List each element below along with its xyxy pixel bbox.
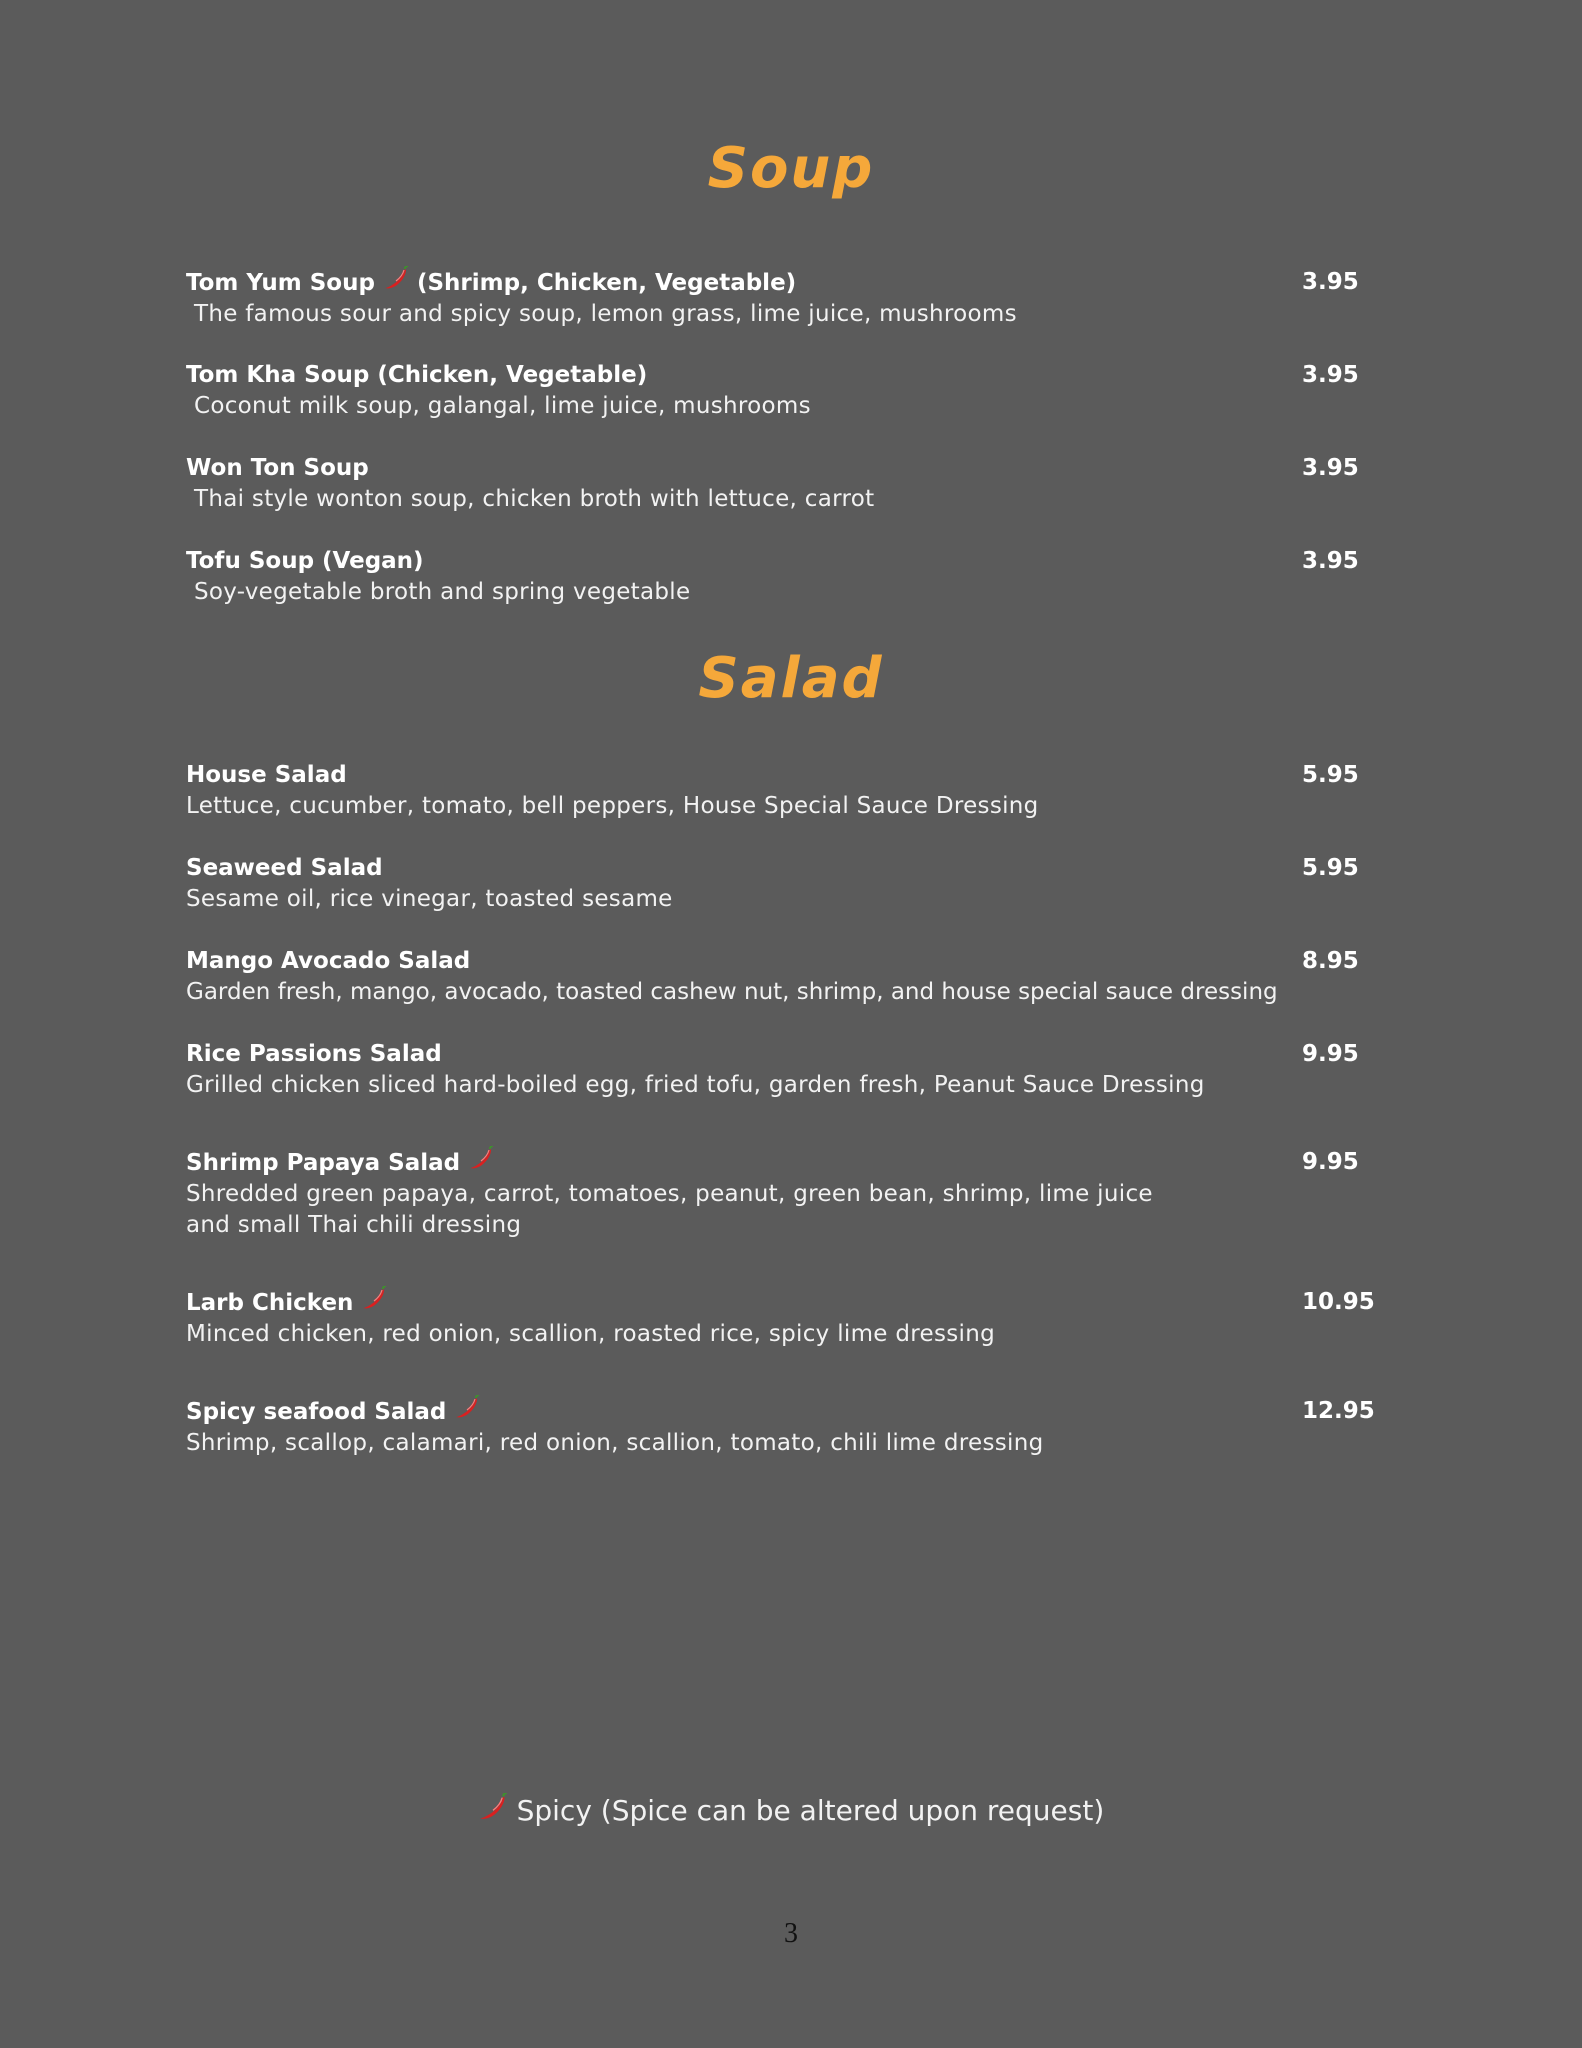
item-description: Shredded green papaya, carrot, tomatoes, peanut, green bean, shrimp, lime juice [186,1181,1153,1207]
menu-item [186,266,1386,330]
item-description: Sesame oil, rice vinegar, toasted sesame [186,886,673,912]
item-description: Garden fresh, mango, avocado, toasted cashew nut, shrimp, and house special sauce dressing [186,979,1278,1005]
item-description: Thai style wonton soup, chicken broth with lettuce, carrot [194,486,875,512]
item-description: The famous sour and spicy soup, lemon grass, lime juice, mushrooms [194,301,1017,327]
item-name: Seaweed Salad [186,855,383,881]
menu-item [186,545,1386,608]
item-description: Coconut milk soup, galangal, lime juice, mushrooms [194,393,811,419]
menu-item [186,1286,1386,1350]
item-description: Soy-vegetable broth and spring vegetable [194,579,691,605]
menu-item [186,1395,1386,1459]
item-name: Shrimp Papaya Salad [186,1150,461,1176]
chili-icon [454,1395,480,1421]
item-name: Tom Kha Soup (Chicken, Vegetable) [186,362,648,388]
item-name: Larb Chicken [186,1290,354,1316]
item-price: 3.95 [1302,455,1359,481]
item-price: 8.95 [1302,948,1359,974]
item-price: 5.95 [1302,855,1359,881]
item-price: 3.95 [1302,362,1359,388]
item-name: Tom Yum Soup [186,270,375,296]
item-price: 3.95 [1302,269,1359,295]
item-price: 3.95 [1302,548,1359,574]
section-title-soup: Soup [707,136,875,201]
chili-icon [468,1146,494,1172]
menu-item [186,759,1386,822]
menu-item [186,1146,1386,1241]
menu-item [186,1038,1386,1101]
item-name-row [186,1395,1386,1428]
item-name: Spicy seafood Salad [186,1399,447,1425]
chili-icon [361,1286,387,1312]
item-name: Rice Passions Salad [186,1041,442,1067]
page-number: 3 [784,1918,798,1949]
item-name-row [186,266,1386,299]
menu-item [186,359,1386,422]
item-description: Lettuce, cucumber, tomato, bell peppers, House Special Sauce Dressing [186,793,1039,819]
item-name: House Salad [186,762,347,788]
section-title-salad: Salad [698,646,884,711]
item-price: 5.95 [1302,762,1359,788]
item-price: 9.95 [1302,1149,1359,1175]
item-name-suffix: (Shrimp, Chicken, Vegetable) [416,270,797,296]
item-description: Minced chicken, red onion, scallion, roasted rice, spicy lime dressing [186,1321,995,1347]
menu-item [186,452,1386,515]
item-name: Mango Avocado Salad [186,948,471,974]
item-price: 9.95 [1302,1041,1359,1067]
menu-item [186,852,1386,915]
item-name-row [186,1286,1386,1319]
chili-icon [478,1793,508,1823]
item-price: 12.95 [1302,1398,1375,1424]
item-price: 10.95 [1302,1289,1375,1315]
item-name: Tofu Soup (Vegan) [186,548,424,574]
item-name: Won Ton Soup [186,455,369,481]
menu-item [186,945,1386,1008]
item-description-line2: and small Thai chili dressing [186,1212,522,1238]
item-name-row [186,1146,1386,1179]
spicy-legend [0,1791,1582,1831]
spicy-legend-text: Spicy (Spice can be altered upon request) [516,1794,1105,1827]
item-description: Grilled chicken sliced hard-boiled egg, fried tofu, garden fresh, Peanut Sauce Dressing [186,1072,1205,1098]
chili-icon [383,266,409,292]
item-description: Shrimp, scallop, calamari, red onion, scallion, tomato, chili lime dressing [186,1430,1044,1456]
